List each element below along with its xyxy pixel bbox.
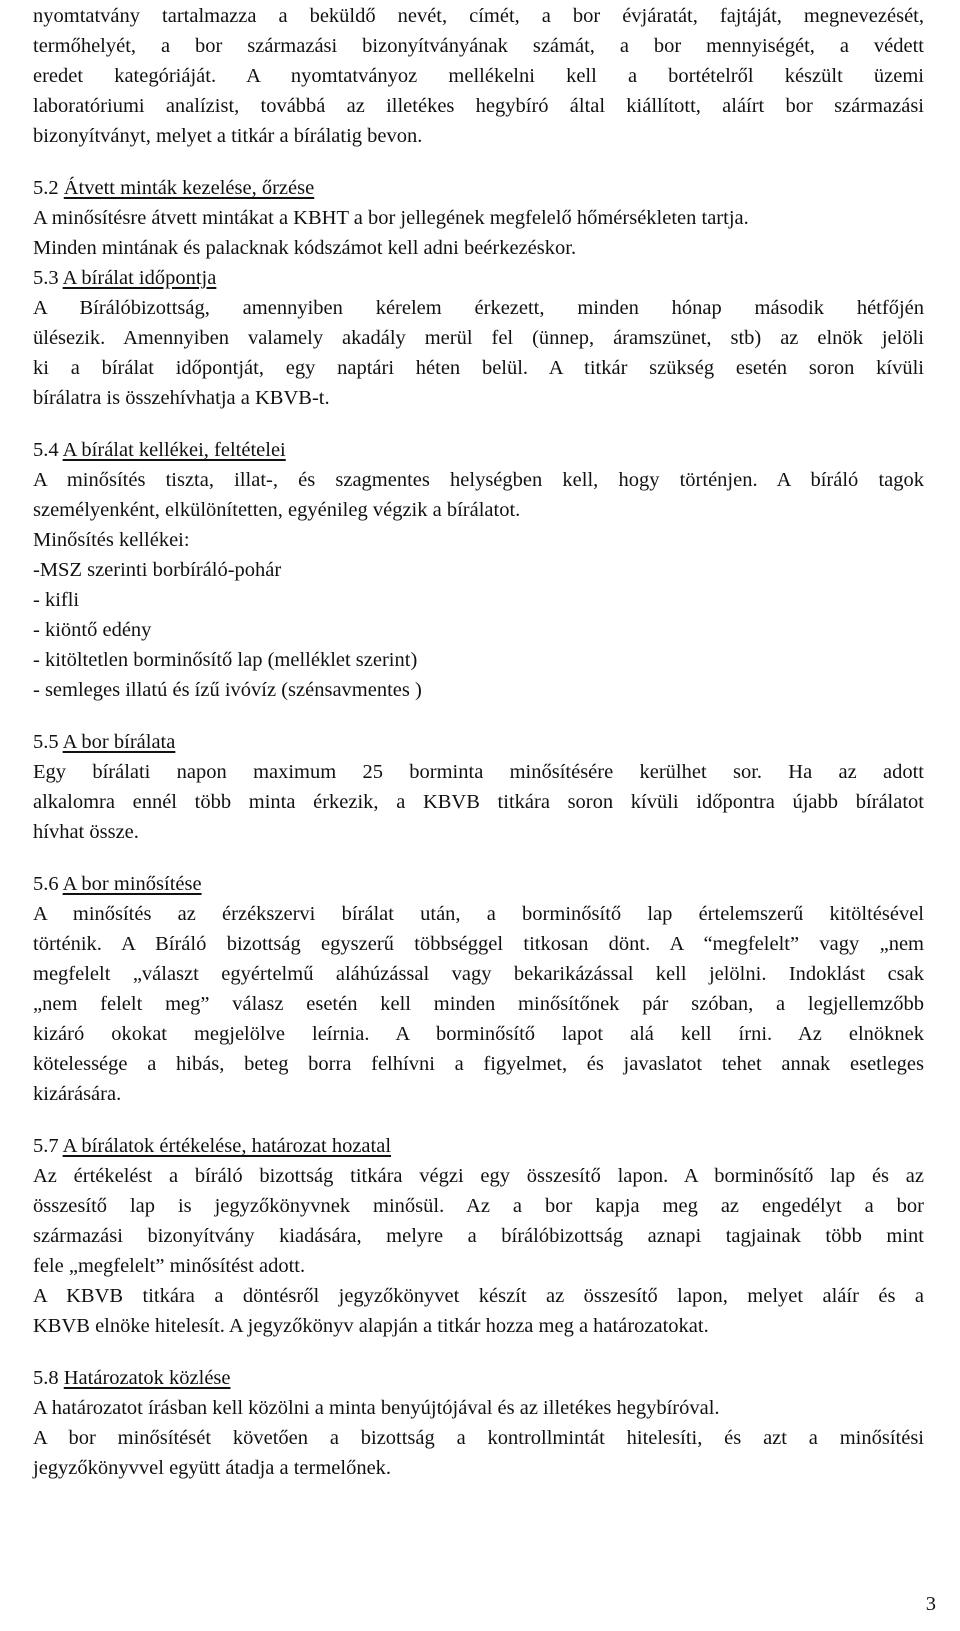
body-text-line: bírálatra is összehívhatja a KBVB-t.	[33, 387, 330, 409]
section-number: 5.7	[33, 1135, 63, 1157]
section-title: Határozatok közlése	[63, 1367, 231, 1389]
section-title: A bírálat kellékei, feltételei	[62, 439, 286, 461]
section-heading-5-4	[33, 438, 286, 462]
body-text-line: Egy bírálati napon maximum 25 borminta minősítésére kerülhet sor. Ha az adott	[33, 761, 924, 783]
body-text-line: eredet kategóriáját. A nyomtatványoz mellékelni kell a bortételről készült üzemi	[33, 65, 924, 87]
body-text-line: A KBVB titkára a döntésről jegyzőkönyvet készít az összesítő lapon, melyet aláír és a	[33, 1285, 924, 1307]
body-text-line: Minden mintának és palacknak kódszámot kell adni beérkezéskor.	[33, 237, 577, 259]
section-title: A bírálat időpontja	[62, 267, 217, 289]
body-text-line: kizáró okokat megjelölve leírnia. A borminősítő lapot alá kell írni. Az elnöknek	[33, 1023, 924, 1045]
body-text-line: bizonyítványt, melyet a titkár a bírálatig bevon.	[33, 125, 423, 147]
body-text-line: Az értékelést a bíráló bizottság titkára végzi egy összesítő lapon. A borminősítő lap és az	[33, 1165, 924, 1187]
section-title: A bor minősítése	[62, 873, 202, 895]
section-number: 5.2	[33, 177, 64, 199]
section-title: Átvett minták kezelése, őrzése	[63, 177, 315, 199]
body-text-line: A Bírálóbizottság, amennyiben kérelem érkezett, minden hónap második hétfőjén	[33, 297, 924, 319]
body-text-line: A minősítés tiszta, illat-, és szagmentes helységben kell, hogy történjen. A bíráló tagok	[33, 469, 924, 491]
body-text-line: ülésezik. Amennyiben valamely akadály merül fel (ünnep, áramszünet, stb) az elnök jelöli	[33, 327, 924, 349]
body-text-line: származási bizonyítvány kiadására, melyre a bírálóbizottság aznapi tagjainak több mint	[33, 1225, 924, 1247]
list-item: - semleges illatú és ízű ivóvíz (szénsavmentes )	[33, 679, 422, 701]
body-text-line: megfelelt „választ egyértelmű aláhúzással vagy bekarikázással kell jelölni. Indoklást csak	[33, 963, 924, 985]
body-text-line: összesítő lap is jegyzőkönyvnek minősül. Az a bor kapja meg az engedélyt a bor	[33, 1195, 924, 1217]
section-title: A bor bírálata	[62, 731, 176, 753]
body-text-line: „nem felelt meg” válasz esetén kell minden minősítőnek pár szóban, a legjellemzőbb	[33, 993, 924, 1015]
section-number: 5.5	[33, 731, 63, 753]
section-heading-5-8	[33, 1366, 231, 1390]
section-heading-5-2	[33, 176, 314, 200]
body-text-line: fele „megfelelt” minősítést adott.	[33, 1255, 306, 1277]
body-text-line: KBVB elnöke hitelesít. A jegyzőkönyv alapján a titkár hozza meg a határozatokat.	[33, 1315, 709, 1337]
body-text-line: Minősítés kellékei:	[33, 529, 190, 551]
section-number: 5.8	[33, 1367, 64, 1389]
body-text-line: A minősítés az érzékszervi bírálat után, a borminősítő lap értelemszerű kitöltésével	[33, 903, 924, 925]
body-text-line: hívhat össze.	[33, 821, 139, 843]
section-heading-5-6	[33, 872, 202, 896]
body-text-line: A bor minősítését követően a bizottság a kontrollmintát hitelesíti, és azt a minősítési	[33, 1427, 924, 1449]
section-title: A bírálatok értékelése, határozat hozatal	[62, 1135, 392, 1157]
list-item: - kifli	[33, 589, 80, 611]
section-heading-5-7	[33, 1134, 391, 1158]
list-item: - kitöltetlen borminősítő lap (melléklet szerint)	[33, 649, 418, 671]
page-number: 3	[925, 1593, 936, 1615]
section-number: 5.6	[33, 873, 63, 895]
list-item: - kiöntő edény	[33, 619, 152, 641]
body-text-line: kötelessége a hibás, beteg borra felhívni a figyelmet, és javaslatot tehet annak esetleges	[33, 1053, 924, 1075]
section-number: 5.4	[33, 439, 63, 461]
body-text-line: személyenként, elkülönítetten, egyénileg végzik a bírálatot.	[33, 499, 521, 521]
body-text-line: ki a bírálat időpontját, egy naptári héten belül. A titkár szükség esetén soron kívüli	[33, 357, 924, 379]
body-text-line: kizárására.	[33, 1083, 122, 1105]
body-text-line: nyomtatvány tartalmazza a beküldő nevét, címét, a bor évjáratát, fajtáját, megnevezését,	[33, 5, 924, 27]
body-text-line: A határozatot írásban kell közölni a minta benyújtójával és az illetékes hegybíróval.	[33, 1397, 720, 1419]
body-text-line: laboratóriumi analízist, továbbá az illetékes hegybíró által kiállított, aláírt bor származási	[33, 95, 924, 117]
body-text-line: történik. A Bíráló bizottság egyszerű többséggel titkosan dönt. A “megfelelt” vagy „nem	[33, 933, 924, 955]
body-text-line: alkalomra ennél több minta érkezik, a KBVB titkára soron kívüli időpontra újabb bírálatot	[33, 791, 924, 813]
body-text-line: A minősítésre átvett mintákat a KBHT a bor jellegének megfelelő hőmérsékleten tartja.	[33, 207, 749, 229]
section-heading-5-5	[33, 730, 175, 754]
list-item: -MSZ szerinti borbíráló-pohár	[33, 559, 282, 581]
section-number: 5.3	[33, 267, 63, 289]
body-text-line: jegyzőkönyvvel együtt átadja a termelőnek.	[33, 1457, 392, 1479]
body-text-line: termőhelyét, a bor származási bizonyítványának számát, a bor mennyiségét, a védett	[33, 35, 924, 57]
section-heading-5-3	[33, 266, 216, 290]
